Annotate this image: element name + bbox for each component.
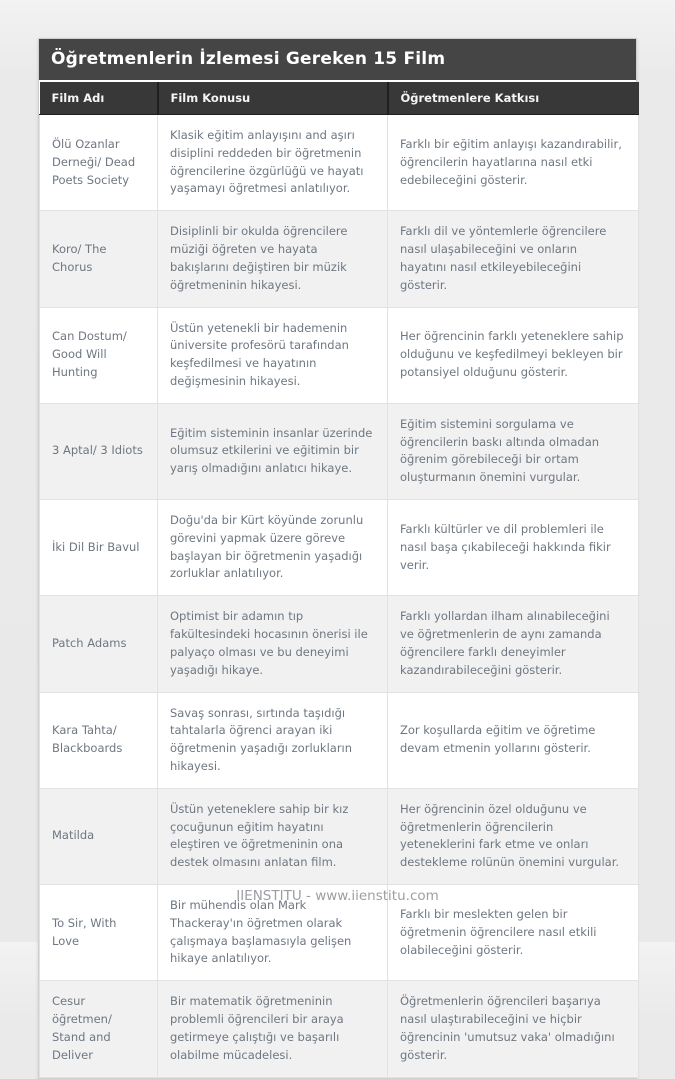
- film-table-card: [38, 38, 637, 1079]
- film-name-cell: Patch Adams: [40, 596, 158, 692]
- film-name-cell: İki Dil Bir Bavul: [40, 500, 158, 596]
- footer-text: IIENSTITU - www.iienstitu.com: [236, 888, 439, 904]
- table-header-row: [40, 82, 639, 115]
- film-subject-cell: Eğitim sisteminin insanlar üzerinde olumsuz etkilerini ve eğitimin bir yarış olmadığını anlatıcı hikaye.: [158, 403, 388, 499]
- film-subject-cell: Bir matematik öğretmeninin problemli öğrencileri bir araya getirmeye çalıştığı ve başarılı olabilme mücadelesi.: [158, 981, 388, 1077]
- table-row: [40, 403, 639, 499]
- column-header-film-konusu: Film Konusu: [158, 82, 388, 115]
- film-subject-cell: Optimist bir adamın tıp fakültesindeki hocasının önerisi ile palyaço olması ve bu deneyimi yaşadığı hikaye.: [158, 596, 388, 692]
- table-row: [40, 211, 639, 307]
- film-name-cell: Koro/ The Chorus: [40, 211, 158, 307]
- table-row: [40, 115, 639, 211]
- film-subject-cell: Üstün yetenekli bir hademenin üniversite profesörü tarafından keşfedilmesi ve hayatının değişmesinin hikayesi.: [158, 307, 388, 403]
- table-body: [40, 115, 639, 1078]
- teacher-benefit-cell: Farklı yollardan ilham alınabileceğini ve öğretmenlerin de aynı zamanda öğrencilere farklı deneyimler kazandırabileceğini gösterir.: [388, 596, 639, 692]
- film-name-cell: Ölü Ozanlar Derneği/ Dead Poets Society: [40, 115, 158, 211]
- teacher-benefit-cell: Farklı kültürler ve dil problemleri ile nasıl başa çıkabileceği hakkında fikir verir.: [388, 500, 639, 596]
- column-header-film-adi: Film Adı: [40, 82, 158, 115]
- page-title: Öğretmenlerin İzlemesi Gereken 15 Film: [39, 39, 636, 82]
- film-table: [39, 82, 639, 1078]
- film-name-cell: 3 Aptal/ 3 Idiots: [40, 403, 158, 499]
- teacher-benefit-cell: Farklı bir meslekten gelen bir öğretmenin öğrencilere nasıl etkili olabileceğini gösterir.: [388, 885, 639, 981]
- film-subject-cell: Savaş sonrası, sırtında taşıdığı tahtalarla öğrenci arayan iki öğretmenin yaşadığı zorlukların hikayesi.: [158, 692, 388, 788]
- teacher-benefit-cell: Öğretmenlerin öğrencileri başarıya nasıl ulaştırabileceğini ve hiçbir öğrencinin 'umutsuz vaka' olmadığını gösterir.: [388, 981, 639, 1077]
- film-subject-cell: Bir mühendis olan Mark Thackeray'ın öğretmen olarak çalışmaya başlamasıyla gelişen hikaye anlatılıyor.: [158, 885, 388, 981]
- film-subject-cell: Disiplinli bir okulda öğrencilere müziği öğreten ve hayata bakışlarını değiştiren bir müzik öğretmeninin hikayesi.: [158, 211, 388, 307]
- teacher-benefit-cell: Zor koşullarda eğitim ve öğretime devam etmenin yollarını gösterir.: [388, 692, 639, 788]
- film-name-cell: Matilda: [40, 788, 158, 884]
- table-row: [40, 500, 639, 596]
- film-name-cell: To Sir, With Love: [40, 885, 158, 981]
- table-row: [40, 596, 639, 692]
- film-name-cell: Cesur öğretmen/ Stand and Deliver: [40, 981, 158, 1077]
- table-row: [40, 307, 639, 403]
- film-name-cell: Kara Tahta/ Blackboards: [40, 692, 158, 788]
- table-row: [40, 981, 639, 1077]
- teacher-benefit-cell: Farklı bir eğitim anlayışı kazandırabilir, öğrencilerin hayatlarına nasıl etki edebileceğini gösterir.: [388, 115, 639, 211]
- table-row: [40, 692, 639, 788]
- film-name-cell: Can Dostum/ Good Will Hunting: [40, 307, 158, 403]
- film-subject-cell: Doğu'da bir Kürt köyünde zorunlu görevini yapmak üzere göreve başlayan bir öğretmenin yaşadığı zorluklar anlatılıyor.: [158, 500, 388, 596]
- film-subject-cell: Üstün yeteneklere sahip bir kız çocuğunun eğitim hayatını eleştiren ve öğretmeninin ona destek olmasını anlatan film.: [158, 788, 388, 884]
- teacher-benefit-cell: Farklı dil ve yöntemlerle öğrencilere nasıl ulaşabileceğini ve onların hayatını nasıl etkileyebileceğini gösterir.: [388, 211, 639, 307]
- teacher-benefit-cell: Eğitim sistemini sorgulama ve öğrencilerin baskı altında olmadan öğrenim görebileceği bir ortam oluşturmanın önemini vurgular.: [388, 403, 639, 499]
- teacher-benefit-cell: Her öğrencinin farklı yeteneklere sahip olduğunu ve keşfedilmeyi bekleyen bir potansiyel olduğunu gösterir.: [388, 307, 639, 403]
- column-header-ogretmenlere-katkisi: Öğretmenlere Katkısı: [388, 82, 639, 115]
- film-subject-cell: Klasik eğitim anlayışını and aşırı disiplini reddeden bir öğretmenin öğrencilerine özgürlüğü ve hayatı yaşamayı öğretmesi anlatılıyor.: [158, 115, 388, 211]
- teacher-benefit-cell: Her öğrencinin özel olduğunu ve öğretmenlerin öğrencilerin yeteneklerini fark etme ve onları destekleme rolünün önemini vurgular.: [388, 788, 639, 884]
- table-row: [40, 788, 639, 884]
- table-header: [40, 82, 639, 115]
